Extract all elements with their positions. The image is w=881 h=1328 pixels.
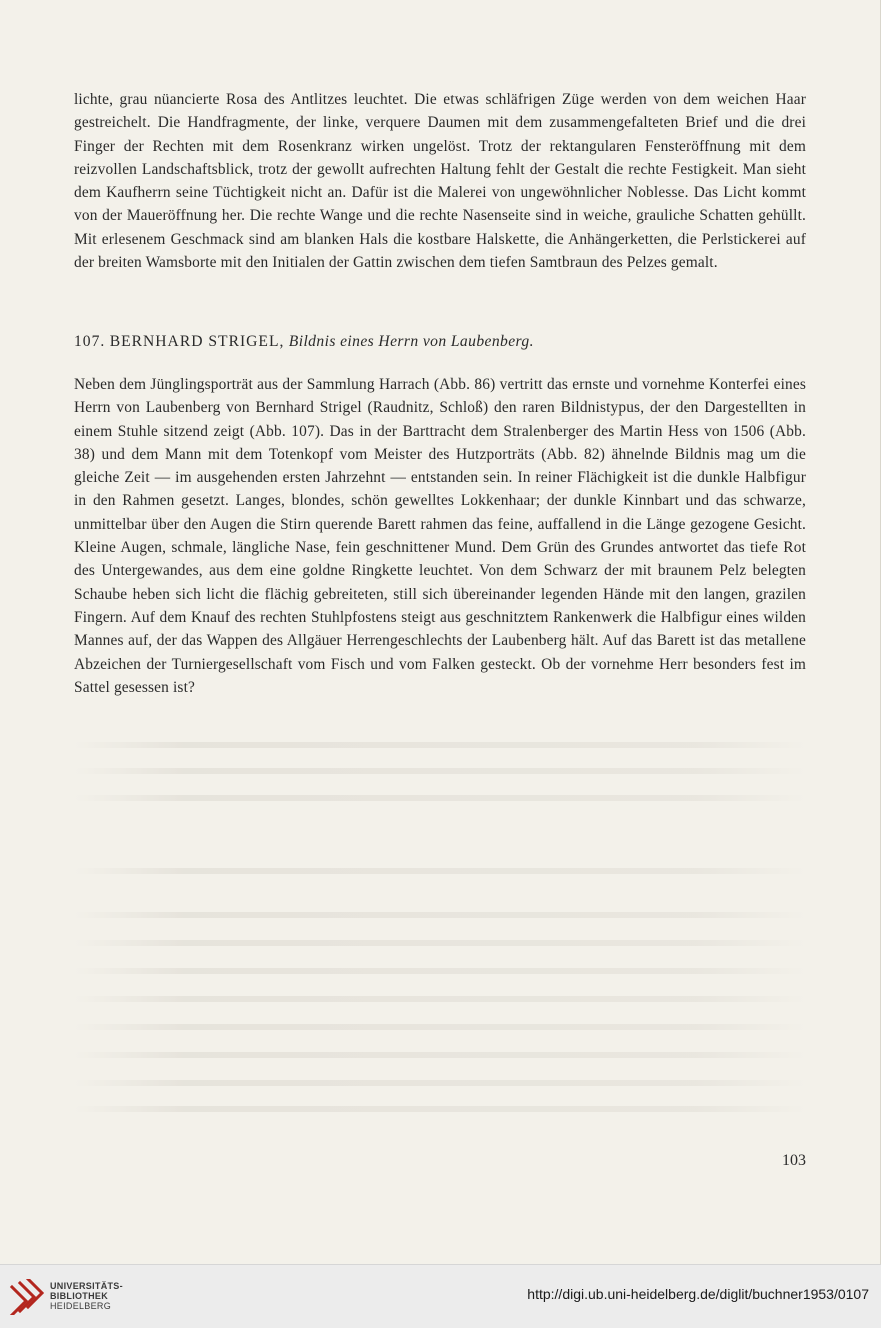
show-through-mark xyxy=(74,742,806,748)
show-through-mark xyxy=(74,940,806,946)
show-through-mark xyxy=(74,1024,806,1030)
show-through-mark xyxy=(74,968,806,974)
work-title: Bildnis eines Herrn von Laubenberg. xyxy=(288,333,534,350)
permalink-url[interactable]: http://digi.ub.uni-heidelberg.de/diglit/buchner1953/0107 xyxy=(527,1286,869,1302)
show-through-mark xyxy=(74,1080,806,1086)
show-through-mark xyxy=(74,1106,806,1112)
library-line-1: UNIVERSITÄTS- xyxy=(50,1281,123,1291)
show-through-mark xyxy=(74,795,806,801)
show-through-mark xyxy=(74,868,806,874)
page-number: 103 xyxy=(782,1152,806,1169)
viewer-footer xyxy=(0,1264,881,1328)
library-line-3: HEIDELBERG xyxy=(50,1301,112,1311)
show-through-mark xyxy=(74,912,806,918)
body-paragraph-continued: lichte, grau nüancierte Rosa des Antlitzes leuchtet. Die etwas schläfrigen Züge werden von dem weichen Haar gestreichelt. Die Handfragmente, der linke, verquere Daumen mit dem zusammengefalteten Brief und die drei Finger der Rechten mit dem Rosenkranz wirken ungelöst. Trotz der rektangularen Fensteröffnung mit dem reizvollen Landschaftsblick, trotz der gewollt aufrechten Haltung fehlt der Gestalt die rechte Festigkeit. Man sieht dem Kaufherrn seine Tüchtigkeit nicht an. Dafür ist die Malerei von ungewöhnlicher Noblesse. Das Licht kommt von der Maueröffnung her. Die rechte Wange und die rechte Nasenseite sind in weiche, grauliche Schatten gehüllt. Mit erlesenem Geschmack sind am blanken Hals die kostbare Halskette, die Anhängerketten, die Perlstickerei auf der breiten Wamsborte mit den Initialen der Gattin zwischen dem tiefen Samtbraun des Pelzes gemalt. xyxy=(74,91,806,272)
catalog-entry-heading xyxy=(74,330,806,353)
show-through-mark xyxy=(74,1052,806,1058)
show-through-mark xyxy=(74,768,806,774)
library-name[interactable] xyxy=(50,1281,123,1311)
catalog-number: 107. xyxy=(74,333,106,350)
show-through-mark xyxy=(74,996,806,1002)
university-library-logo-icon[interactable] xyxy=(8,1279,44,1315)
library-line-2: BIBLIOTHEK xyxy=(50,1291,108,1301)
body-paragraph-strigel: Neben dem Jünglingsporträt aus der Sammlung Harrach (Abb. 86) vertritt das ernste und vornehme Konterfei eines Herrn von Laubenberg von Bernhard Strigel (Raudnitz, Schloß) den raren Bildnistypus, der den Dargestellten in einem Stuhle sitzend zeigt (Abb. 107). Das in der Barttracht dem Stralenberger des Martin Hess von 1506 (Abb. 38) und dem Mann mit dem Totenkopf vom Meister des Hutzporträts (Abb. 82) ähnelnde Bildnis mag um die gleiche Zeit — im ausgehenden ersten Jahrzehnt — entstanden sein. In reiner Flächigkeit ist die dunkle Halbfigur in den Rahmen gesetzt. Langes, blondes, schön gewelltes Lokkenhaar; der dunkle Kinnbart und das schwarze, unmittelbar über den Augen die Stirn querende Barett rahmen das feine, auffallend in die Länge gezogene Gesicht. Kleine Augen, schmale, längliche Nase, fein geschnittener Mund. Dem Grün des Grundes antwortet das tiefe Rot des Untergewandes, aus dem eine goldne Ringkette leuchtet. Von dem Schwarz der mit braunem Pelz belegten Schaube heben sich licht die flächig gebreiteten, still sich übereinander legenden Hände mit den langen, grazilen Fingern. Auf dem Knauf des rechten Stuhlpfostens steigt aus geschnitztem Rankenwerk die Halbfigur eines wilden Mannes auf, der das Wappen des Allgäuer Herrengeschlechts der Laubenberg hält. Auf das Barett ist das metallene Abzeichen der Turniergesellschaft vom Fisch und vom Falken gesteckt. Ob der vornehme Herr besonders fest im Sattel gesessen ist? xyxy=(74,376,806,696)
artist-name: BERNHARD STRIGEL, xyxy=(109,333,285,350)
